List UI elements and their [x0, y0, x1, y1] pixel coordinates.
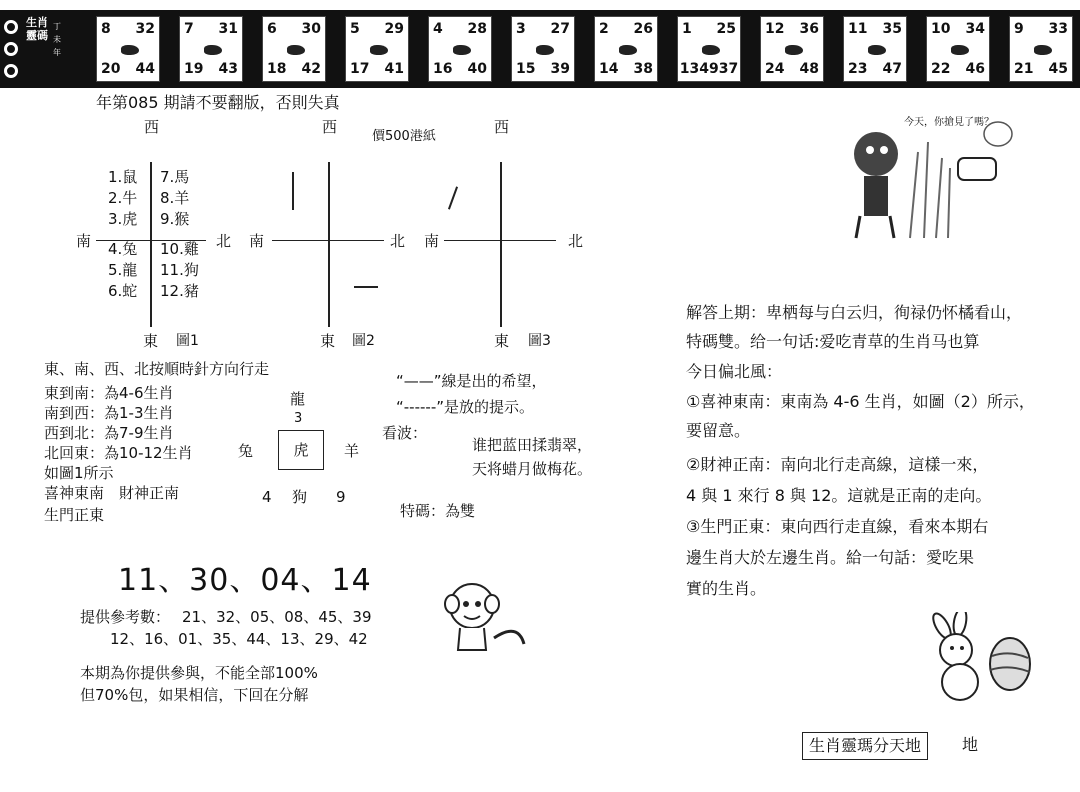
- zodiac-item: 4.兔: [108, 240, 138, 258]
- grid-bottom: 狗: [292, 488, 308, 506]
- strip-title: 生肖靈碼: [26, 16, 48, 42]
- fig3-east: 東: [494, 332, 510, 350]
- issue-line: 年第085 期請不要翻版，否則失真: [96, 93, 340, 112]
- cell-number-c: 134937: [679, 61, 739, 77]
- rabbit-cartoon-icon: [916, 612, 1036, 706]
- cell-number-b: 32: [135, 21, 155, 37]
- binder-ring-icon: [4, 20, 18, 34]
- fig1-south: 南: [76, 232, 92, 250]
- zodiac-item: 2.牛: [108, 189, 138, 207]
- zodiac-list-right: [160, 166, 199, 301]
- fig1-north: 北: [216, 232, 232, 250]
- cell-number-a: 9: [1014, 21, 1024, 37]
- cell-number-d: 44: [135, 61, 155, 77]
- number-cell: [926, 16, 990, 82]
- grid-center: 虎: [278, 430, 324, 470]
- cell-number-c: 19: [184, 61, 204, 77]
- binder-ring-icon: [4, 42, 18, 56]
- zodiac-item: 5.龍: [108, 261, 138, 279]
- disclaimer-line-1: 本期為你提供參與，不能全部100%: [80, 664, 318, 682]
- fig1-east: 東: [143, 332, 159, 350]
- cell-number-d: 38: [633, 61, 653, 77]
- cell-number-c: 15: [516, 61, 536, 77]
- rule-line: 東到南：為4-6生肖: [44, 384, 174, 402]
- zodiac-silhouette-icon: [287, 45, 305, 55]
- number-cell: [262, 16, 326, 82]
- cell-number-b: 27: [550, 21, 570, 37]
- poem-line-2: 天将蜡月做梅花。: [472, 460, 593, 478]
- fig3-horizontal-axis: [444, 240, 556, 241]
- zodiac-item: 6.蛇: [108, 282, 138, 300]
- zodiac-item: 7.馬: [160, 168, 190, 186]
- answer-line: ③生門正東：東向西行走直線，看來本期右: [686, 517, 989, 536]
- cell-number-a: 5: [350, 21, 360, 37]
- legend-solid: “——”線是出的希望，: [396, 372, 547, 390]
- fig1-vertical-axis: [150, 162, 152, 327]
- number-cell: [1009, 16, 1073, 82]
- fig1-west: 西: [144, 118, 160, 136]
- cell-number-c: 18: [267, 61, 287, 77]
- cell-number-b: 26: [633, 21, 653, 37]
- grid-top-num: 3: [294, 411, 303, 426]
- answer-line: 要留意。: [686, 421, 751, 440]
- answer-line: 特碼雙。给一句话:爱吃青草的生肖马也算: [686, 332, 980, 351]
- answer-line: ①喜神東南：東南為 4-6 生肖，如圖（2）所示，: [686, 392, 1035, 411]
- disclaimer-line-2: 但70%包，如果相信，下回在分解: [80, 686, 309, 704]
- monkey-cartoon-icon: [438, 578, 532, 656]
- cell-number-b: 34: [965, 21, 985, 37]
- grid-bottom-left-num: 4: [262, 488, 272, 506]
- answer-line: 邊生肖大於左邊生肖。給一句話：愛吃果: [686, 548, 975, 567]
- reference-row-1: 21、32、05、08、45、39: [182, 608, 372, 626]
- fig3-north: 北: [568, 232, 584, 250]
- zodiac-list-left: [108, 166, 137, 301]
- cell-number-a: 12: [765, 21, 785, 37]
- cell-number-a: 11: [848, 21, 868, 37]
- zodiac-item: 1.鼠: [108, 168, 138, 186]
- cell-number-c: 14: [599, 61, 619, 77]
- footer-boxed-title: 生肖靈瑪分天地: [802, 732, 928, 760]
- number-cell: [179, 16, 243, 82]
- cartoon-bubble: 今天，你搶見了嗎？: [904, 117, 994, 128]
- cell-number-b: 33: [1048, 21, 1068, 37]
- number-cell: [96, 16, 160, 82]
- number-cell: [428, 16, 492, 82]
- cell-number-a: 10: [931, 21, 951, 37]
- cell-number-c: 17: [350, 61, 370, 77]
- zodiac-silhouette-icon: [121, 45, 139, 55]
- answer-line: ②財神正南：南向北行走高線，這樣一來，: [686, 455, 989, 474]
- zodiac-silhouette-icon: [453, 45, 471, 55]
- cell-number-c: 23: [848, 61, 868, 77]
- fig2-north: 北: [390, 232, 406, 250]
- answer-section: [686, 298, 1035, 604]
- rule-line: 北回東：為10-12生肖: [44, 444, 193, 462]
- number-cell: [677, 16, 741, 82]
- zodiac-item: 9.猴: [160, 210, 190, 228]
- zodiac-silhouette-icon: [1034, 45, 1052, 55]
- number-cell: [594, 16, 658, 82]
- zodiac-silhouette-icon: [619, 45, 637, 55]
- answer-line: 4 與 1 來行 8 與 12。這就是正南的走向。: [686, 486, 992, 505]
- fig2-exit-line: [292, 172, 294, 210]
- cell-number-b: 30: [301, 21, 321, 37]
- cell-number-a: 4: [433, 21, 443, 37]
- grid-top: 龍: [290, 390, 306, 408]
- cell-number-a: 7: [184, 21, 194, 37]
- zodiac-item: 8.羊: [160, 189, 190, 207]
- main-numbers: 11、30、04、14: [118, 563, 372, 598]
- zodiac-item: 12.豬: [160, 282, 199, 300]
- cell-number-c: 16: [433, 61, 453, 77]
- rules-intro: 東、南、西、北按順時針方向行走: [44, 360, 270, 378]
- zodiac-silhouette-icon: [702, 45, 720, 55]
- zodiac-silhouette-icon: [536, 45, 554, 55]
- fig2-west: 西: [322, 118, 338, 136]
- footer-extra: 地: [962, 735, 979, 754]
- answer-line: 今日偏北風：: [686, 362, 783, 381]
- fig3-label: 圖3: [528, 333, 551, 349]
- answer-line: 實的生肖。: [686, 579, 767, 598]
- fig2-vertical-axis: [328, 162, 330, 327]
- rule-line: 如圖1所示: [44, 464, 114, 482]
- special-code: 特碼：為雙: [400, 502, 476, 520]
- reference-row-2: 12、16、01、35、44、13、29、42: [110, 630, 368, 648]
- zodiac-item: 11.狗: [160, 261, 199, 279]
- cell-number-d: 43: [218, 61, 238, 77]
- cell-number-a: 1: [682, 21, 692, 37]
- reference-label: 提供參考數：: [80, 608, 171, 626]
- number-cell: [760, 16, 824, 82]
- price-label: 價500港紙: [372, 129, 436, 144]
- zodiac-silhouette-icon: [951, 45, 969, 55]
- number-cell: [345, 16, 409, 82]
- fig2-label: 圖2: [352, 333, 375, 349]
- cell-number-d: 48: [799, 61, 819, 77]
- cell-number-b: 29: [384, 21, 404, 37]
- fig3-west: 西: [494, 118, 510, 136]
- fig2-east: 東: [320, 332, 336, 350]
- rule-line: 西到北：為7-9生肖: [44, 424, 174, 442]
- fig3-vertical-axis: [500, 162, 502, 327]
- legend-dashed: “------”是放的提示。: [396, 398, 535, 416]
- cell-number-c: 20: [101, 61, 121, 77]
- zodiac-silhouette-icon: [204, 45, 222, 55]
- poem-line-1: 谁把蓝田揉翡翠，: [472, 436, 593, 454]
- cell-number-c: 24: [765, 61, 785, 77]
- fig1-label: 圖1: [176, 333, 199, 349]
- cell-number-a: 6: [267, 21, 277, 37]
- cell-number-b: 28: [467, 21, 487, 37]
- cell-number-d: 42: [301, 61, 321, 77]
- grid-left: 兔: [238, 442, 254, 460]
- legend-watch: 看波：: [382, 424, 428, 442]
- cell-number-a: 3: [516, 21, 526, 37]
- fig2-south: 南: [249, 232, 265, 250]
- number-cell: [511, 16, 575, 82]
- strip-subtitle: 丁未年: [53, 22, 61, 57]
- cell-number-d: 46: [965, 61, 985, 77]
- rules-list: [44, 384, 193, 526]
- cell-number-b: 31: [218, 21, 238, 37]
- cell-number-c: 21: [1014, 61, 1034, 77]
- fig2-horizontal-axis: [272, 240, 384, 241]
- grid-right: 羊: [344, 442, 360, 460]
- cell-number-a: 2: [599, 21, 609, 37]
- cell-number-d: 41: [384, 61, 404, 77]
- zodiac-item: 3.虎: [108, 210, 138, 228]
- number-cell: [843, 16, 907, 82]
- zodiac-silhouette-icon: [785, 45, 803, 55]
- fig3-diagonal-line: [448, 186, 458, 209]
- cell-number-d: 39: [550, 61, 570, 77]
- cell-number-d: 45: [1048, 61, 1068, 77]
- cell-number-d: 40: [467, 61, 487, 77]
- grid-bottom-right-num: 9: [336, 488, 346, 506]
- rule-line: 南到西：為1-3生肖: [44, 404, 174, 422]
- cell-number-b: 36: [799, 21, 819, 37]
- top-number-strip: [0, 10, 1080, 88]
- cell-number-c: 22: [931, 61, 951, 77]
- zodiac-silhouette-icon: [370, 45, 388, 55]
- fig3-south: 南: [424, 232, 440, 250]
- cell-number-a: 8: [101, 21, 111, 37]
- answer-line: 解答上期：卑栖每与白云归，徇禄仍怀橘看山，: [686, 303, 1023, 322]
- binder-ring-icon: [4, 64, 18, 78]
- gods-line: 喜神東南 財神正南: [44, 484, 180, 502]
- cell-number-b: 35: [882, 21, 902, 37]
- zodiac-silhouette-icon: [868, 45, 886, 55]
- zodiac-item: 10.雞: [160, 240, 199, 258]
- cell-number-d: 47: [882, 61, 902, 77]
- door-line: 生門正東: [44, 506, 105, 524]
- fig2-exit-line: [354, 286, 378, 288]
- cell-number-b: 25: [716, 21, 736, 37]
